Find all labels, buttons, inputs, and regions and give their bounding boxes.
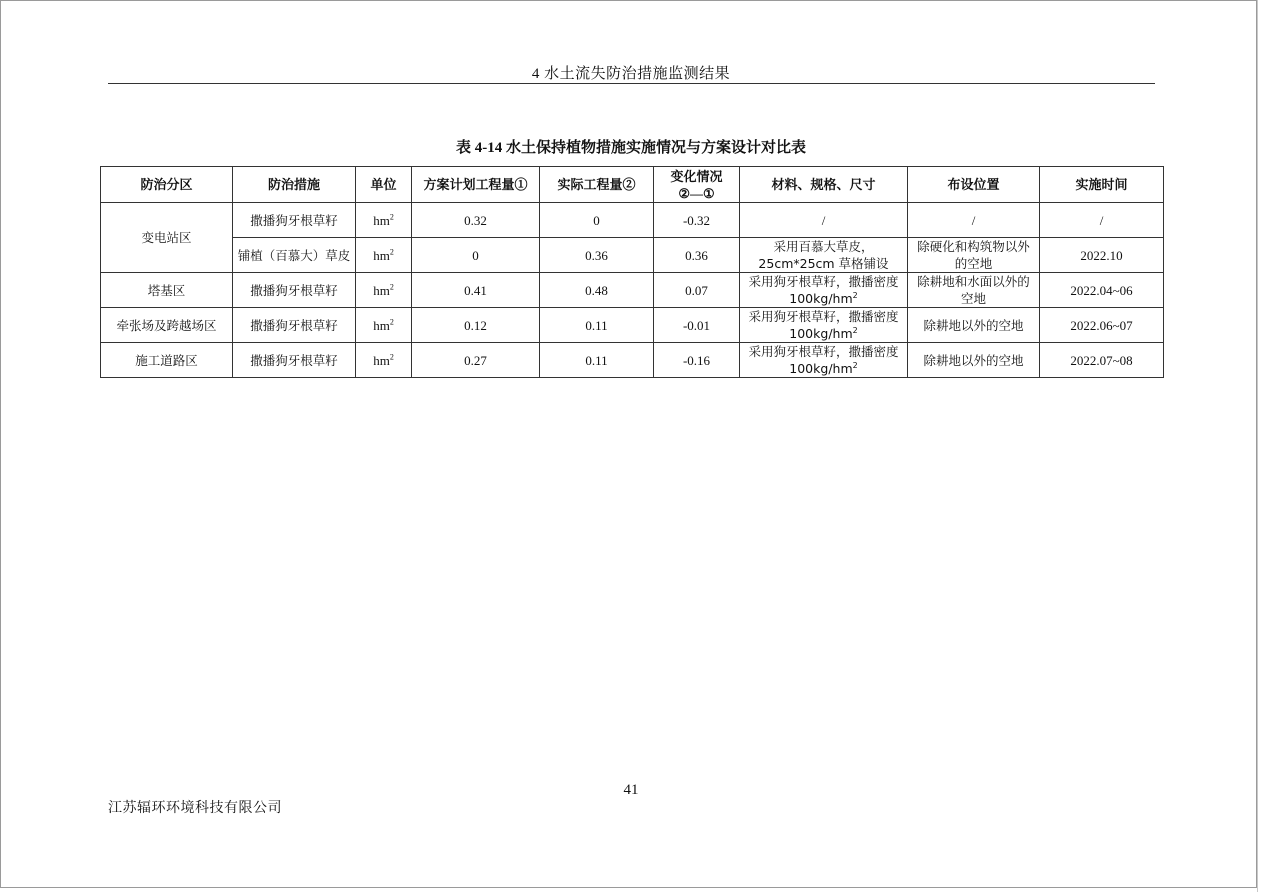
table-row	[101, 238, 1164, 273]
cell-planned: 0.41	[412, 273, 540, 308]
unit-sup: 2	[389, 317, 394, 327]
material-text: 采用狗牙根草籽，撒播密度 100kg/hm	[748, 309, 899, 341]
cell-material: /	[740, 203, 908, 238]
header-time: 实施时间	[1040, 167, 1164, 203]
cell-actual: 0.11	[540, 343, 654, 378]
cell-unit	[356, 308, 412, 343]
header-measure: 防治措施	[233, 167, 356, 203]
unit-text: hm	[373, 212, 390, 228]
cell-actual: 0.11	[540, 308, 654, 343]
cell-change: 0.07	[654, 273, 740, 308]
cell-change: 0.36	[654, 238, 740, 273]
cell-location: 除硬化和构筑物以外的空地	[908, 238, 1040, 273]
unit-text: hm	[373, 352, 390, 368]
cell-planned: 0.27	[412, 343, 540, 378]
cell-measure: 撒播狗牙根草籽	[233, 308, 356, 343]
material-text: 采用狗牙根草籽，撒播密度 100kg/hm	[748, 344, 899, 376]
material-text: 采用狗牙根草籽，撒播密度 100kg/hm	[748, 274, 899, 306]
cell-planned: 0	[412, 238, 540, 273]
header-material: 材料、规格、尺寸	[740, 167, 908, 203]
page-number: 41	[623, 782, 639, 798]
cell-zone: 牵张场及跨越场区	[101, 308, 233, 343]
company-name: 江苏辐环环境科技有限公司	[108, 800, 282, 816]
cell-zone: 塔基区	[101, 273, 233, 308]
header-change-line1: 变化情况	[670, 168, 723, 184]
cell-time: 2022.07~08	[1040, 343, 1164, 378]
header-change-line2: ②—①	[678, 185, 715, 201]
unit-text: hm	[373, 247, 390, 263]
table-row	[101, 308, 1164, 343]
material-sup: 2	[852, 360, 858, 370]
unit-sup: 2	[389, 352, 394, 362]
cell-material: 采用百慕大草皮，25cm*25cm 草格铺设	[740, 238, 908, 273]
table-row	[101, 273, 1164, 308]
page-edge	[1257, 0, 1258, 892]
cell-unit	[356, 273, 412, 308]
cell-planned: 0.12	[412, 308, 540, 343]
cell-material	[740, 343, 908, 378]
unit-text: hm	[373, 282, 390, 298]
header-rule	[108, 83, 1155, 84]
cell-unit	[356, 203, 412, 238]
cell-location: 除耕地和水面以外的空地	[908, 273, 1040, 308]
cell-change: -0.01	[654, 308, 740, 343]
cell-change: -0.32	[654, 203, 740, 238]
cell-material	[740, 308, 908, 343]
cell-location: 除耕地以外的空地	[908, 308, 1040, 343]
material-sup: 2	[852, 325, 858, 335]
header-actual: 实际工程量②	[540, 167, 654, 203]
cell-actual: 0.36	[540, 238, 654, 273]
cell-planned: 0.32	[412, 203, 540, 238]
unit-text: hm	[373, 317, 390, 333]
cell-change: -0.16	[654, 343, 740, 378]
cell-location: 除耕地以外的空地	[908, 343, 1040, 378]
header-change	[654, 167, 740, 203]
table-row	[101, 203, 1164, 238]
cell-time: /	[1040, 203, 1164, 238]
cell-unit	[356, 343, 412, 378]
cell-measure: 撒播狗牙根草籽	[233, 273, 356, 308]
cell-zone: 施工道路区	[101, 343, 233, 378]
cell-time: 2022.10	[1040, 238, 1164, 273]
unit-sup: 2	[389, 212, 394, 222]
cell-unit	[356, 238, 412, 273]
cell-zone: 变电站区	[101, 203, 233, 273]
header-zone: 防治分区	[101, 167, 233, 203]
cell-measure: 撒播狗牙根草籽	[233, 343, 356, 378]
unit-sup: 2	[389, 247, 394, 257]
header-unit: 单位	[356, 167, 412, 203]
comparison-table	[100, 166, 1164, 378]
cell-measure: 撒播狗牙根草籽	[233, 203, 356, 238]
unit-sup: 2	[389, 282, 394, 292]
running-header: 4 水土流失防治措施监测结果	[531, 66, 731, 82]
header-location: 布设位置	[908, 167, 1040, 203]
material-sup: 2	[852, 290, 858, 300]
cell-measure: 铺植（百慕大）草皮	[233, 238, 356, 273]
cell-actual: 0.48	[540, 273, 654, 308]
table-title: 表 4-14 水土保持植物措施实施情况与方案设计对比表	[456, 140, 806, 156]
cell-material	[740, 273, 908, 308]
cell-time: 2022.06~07	[1040, 308, 1164, 343]
table-row	[101, 343, 1164, 378]
cell-location: /	[908, 203, 1040, 238]
table-header-row	[101, 167, 1164, 203]
header-planned: 方案计划工程量①	[412, 167, 540, 203]
cell-time: 2022.04~06	[1040, 273, 1164, 308]
cell-actual: 0	[540, 203, 654, 238]
